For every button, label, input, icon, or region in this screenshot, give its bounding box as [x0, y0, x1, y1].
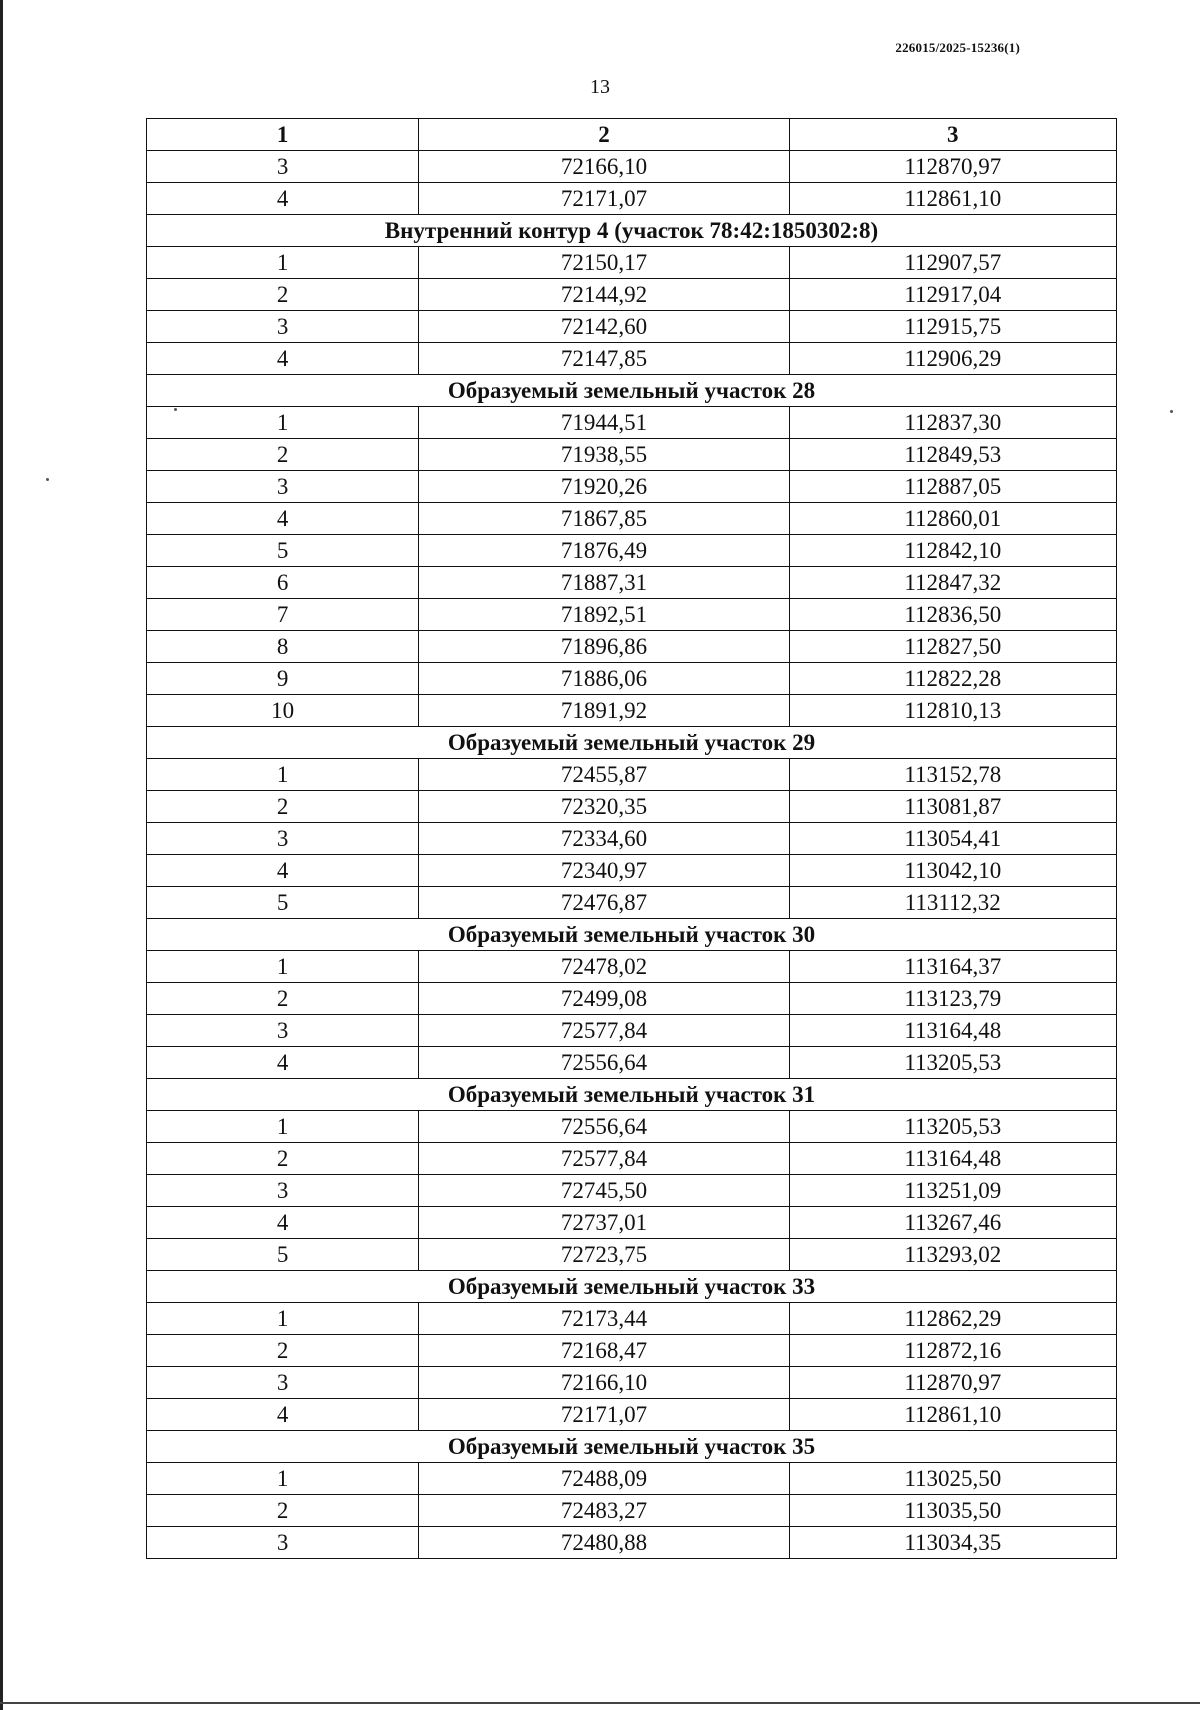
page-number: 13 — [590, 76, 610, 98]
table-row — [147, 1527, 1117, 1559]
section-row — [147, 1431, 1117, 1463]
point-number-cell: 3 — [147, 471, 419, 503]
scan-left-edge — [0, 0, 3, 1710]
coordinate-x-cell: 72488,09 — [419, 1463, 789, 1495]
coordinate-x-cell: 71896,86 — [419, 631, 789, 663]
table-row — [147, 279, 1117, 311]
coordinate-x-cell: 72478,02 — [419, 951, 789, 983]
coordinate-y-cell: 112862,29 — [789, 1303, 1116, 1335]
point-number-cell: 8 — [147, 631, 419, 663]
scan-bottom-edge — [0, 1702, 1200, 1704]
point-number-cell: 2 — [147, 791, 419, 823]
section-row — [147, 215, 1117, 247]
coordinate-y-cell: 112907,57 — [789, 247, 1116, 279]
table-row — [147, 503, 1117, 535]
point-number-cell: 2 — [147, 1335, 419, 1367]
scan-speck — [46, 478, 49, 481]
point-number-cell: 5 — [147, 1239, 419, 1271]
point-number-cell: 2 — [147, 279, 419, 311]
point-number-cell: 3 — [147, 311, 419, 343]
coordinate-x-cell: 72144,92 — [419, 279, 789, 311]
table-row — [147, 1303, 1117, 1335]
table-row — [147, 1239, 1117, 1271]
table-row — [147, 1111, 1117, 1143]
point-number-cell: 3 — [147, 1015, 419, 1047]
coordinate-x-cell: 71891,92 — [419, 695, 789, 727]
section-title: Образуемый земельный участок 33 — [147, 1271, 1117, 1303]
table-row — [147, 183, 1117, 215]
coordinate-x-cell: 72476,87 — [419, 887, 789, 919]
coordinate-y-cell: 113152,78 — [789, 759, 1116, 791]
coordinate-y-cell: 113054,41 — [789, 823, 1116, 855]
coordinate-y-cell: 112860,01 — [789, 503, 1116, 535]
table-row — [147, 791, 1117, 823]
point-number-cell: 5 — [147, 535, 419, 567]
coordinate-y-cell: 112847,32 — [789, 567, 1116, 599]
coordinate-y-cell: 112870,97 — [789, 1367, 1116, 1399]
coordinate-x-cell: 72556,64 — [419, 1047, 789, 1079]
point-number-cell: 4 — [147, 503, 419, 535]
coordinates-table — [146, 118, 1117, 1559]
coordinate-y-cell: 113034,35 — [789, 1527, 1116, 1559]
coordinate-y-cell: 113251,09 — [789, 1175, 1116, 1207]
table-row — [147, 1143, 1117, 1175]
point-number-cell: 3 — [147, 1175, 419, 1207]
point-number-cell: 1 — [147, 407, 419, 439]
coordinate-y-cell: 112827,50 — [789, 631, 1116, 663]
coordinate-y-cell: 113267,46 — [789, 1207, 1116, 1239]
coordinate-y-cell: 113164,48 — [789, 1015, 1116, 1047]
coordinate-x-cell: 71887,31 — [419, 567, 789, 599]
table-row — [147, 1047, 1117, 1079]
section-title: Образуемый земельный участок 30 — [147, 919, 1117, 951]
coordinate-x-cell: 72171,07 — [419, 183, 789, 215]
coordinate-y-cell: 112842,10 — [789, 535, 1116, 567]
coordinate-x-cell: 72737,01 — [419, 1207, 789, 1239]
coordinate-y-cell: 113042,10 — [789, 855, 1116, 887]
coordinate-y-cell: 113035,50 — [789, 1495, 1116, 1527]
point-number-cell: 3 — [147, 823, 419, 855]
point-number-cell: 7 — [147, 599, 419, 631]
table-row — [147, 439, 1117, 471]
section-title: Образуемый земельный участок 35 — [147, 1431, 1117, 1463]
table-row — [147, 983, 1117, 1015]
point-number-cell: 3 — [147, 1367, 419, 1399]
section-row — [147, 375, 1117, 407]
coordinate-y-cell: 113025,50 — [789, 1463, 1116, 1495]
point-number-cell: 2 — [147, 983, 419, 1015]
section-title: Образуемый земельный участок 29 — [147, 727, 1117, 759]
coordinate-x-cell: 72556,64 — [419, 1111, 789, 1143]
coordinate-x-cell: 72483,27 — [419, 1495, 789, 1527]
table-row — [147, 631, 1117, 663]
point-number-cell: 1 — [147, 1463, 419, 1495]
table-row — [147, 535, 1117, 567]
coordinate-y-cell: 112915,75 — [789, 311, 1116, 343]
coordinate-x-cell: 72168,47 — [419, 1335, 789, 1367]
table-row — [147, 1015, 1117, 1047]
coordinate-y-cell: 112861,10 — [789, 183, 1116, 215]
table-row — [147, 855, 1117, 887]
table-header-row — [147, 119, 1117, 151]
coordinate-y-cell: 113081,87 — [789, 791, 1116, 823]
coordinate-x-cell: 71920,26 — [419, 471, 789, 503]
coordinate-y-cell: 113205,53 — [789, 1111, 1116, 1143]
coordinate-y-cell: 112822,28 — [789, 663, 1116, 695]
point-number-cell: 2 — [147, 1143, 419, 1175]
coordinate-y-cell: 113112,32 — [789, 887, 1116, 919]
coordinate-y-cell: 113164,48 — [789, 1143, 1116, 1175]
coordinate-x-cell: 72577,84 — [419, 1143, 789, 1175]
coordinate-y-cell: 112836,50 — [789, 599, 1116, 631]
point-number-cell: 4 — [147, 1047, 419, 1079]
coordinate-x-cell: 71886,06 — [419, 663, 789, 695]
table-row — [147, 1175, 1117, 1207]
coordinate-x-cell: 72166,10 — [419, 151, 789, 183]
section-row — [147, 1271, 1117, 1303]
point-number-cell: 3 — [147, 151, 419, 183]
coordinate-y-cell: 113164,37 — [789, 951, 1116, 983]
point-number-cell: 10 — [147, 695, 419, 727]
coordinate-y-cell: 112917,04 — [789, 279, 1116, 311]
coordinate-x-cell: 72142,60 — [419, 311, 789, 343]
scan-speck — [1170, 410, 1173, 413]
table-row — [147, 887, 1117, 919]
table-row — [147, 759, 1117, 791]
table-row — [147, 343, 1117, 375]
coordinate-x-cell: 72171,07 — [419, 1399, 789, 1431]
section-title: Образуемый земельный участок 28 — [147, 375, 1117, 407]
document-number: 226015/2025-15236(1) — [895, 40, 1020, 55]
point-number-cell: 5 — [147, 887, 419, 919]
table-row — [147, 1335, 1117, 1367]
point-number-cell: 3 — [147, 1527, 419, 1559]
table-row — [147, 599, 1117, 631]
section-row — [147, 919, 1117, 951]
point-number-cell: 6 — [147, 567, 419, 599]
coordinate-y-cell: 112887,05 — [789, 471, 1116, 503]
column-header-2: 2 — [419, 119, 789, 151]
coordinate-x-cell: 72455,87 — [419, 759, 789, 791]
coordinate-y-cell: 113123,79 — [789, 983, 1116, 1015]
coordinate-x-cell: 72147,85 — [419, 343, 789, 375]
table-row — [147, 247, 1117, 279]
table-row — [147, 1399, 1117, 1431]
coordinate-x-cell: 72150,17 — [419, 247, 789, 279]
point-number-cell: 9 — [147, 663, 419, 695]
coordinate-x-cell: 72166,10 — [419, 1367, 789, 1399]
column-header-3: 3 — [789, 119, 1116, 151]
table-row — [147, 567, 1117, 599]
coordinate-x-cell: 72173,44 — [419, 1303, 789, 1335]
coordinate-x-cell: 72499,08 — [419, 983, 789, 1015]
point-number-cell: 1 — [147, 1303, 419, 1335]
point-number-cell: 1 — [147, 1111, 419, 1143]
table-row — [147, 951, 1117, 983]
table-body — [147, 151, 1117, 1559]
table-row — [147, 1207, 1117, 1239]
table-row — [147, 1463, 1117, 1495]
table-row — [147, 151, 1117, 183]
point-number-cell: 4 — [147, 1207, 419, 1239]
coordinate-x-cell: 71938,55 — [419, 439, 789, 471]
coordinate-x-cell: 72723,75 — [419, 1239, 789, 1271]
coordinate-x-cell: 72334,60 — [419, 823, 789, 855]
coordinate-x-cell: 72480,88 — [419, 1527, 789, 1559]
coordinate-y-cell: 112872,16 — [789, 1335, 1116, 1367]
coordinate-y-cell: 112861,10 — [789, 1399, 1116, 1431]
point-number-cell: 1 — [147, 759, 419, 791]
coordinate-x-cell: 72320,35 — [419, 791, 789, 823]
section-row — [147, 1079, 1117, 1111]
coordinate-y-cell: 113293,02 — [789, 1239, 1116, 1271]
table-row — [147, 471, 1117, 503]
table-row — [147, 1495, 1117, 1527]
point-number-cell: 1 — [147, 247, 419, 279]
section-title: Образуемый земельный участок 31 — [147, 1079, 1117, 1111]
coordinate-y-cell: 113205,53 — [789, 1047, 1116, 1079]
coordinate-y-cell: 112810,13 — [789, 695, 1116, 727]
coordinate-y-cell: 112849,53 — [789, 439, 1116, 471]
table-row — [147, 823, 1117, 855]
table-row — [147, 1367, 1117, 1399]
coordinate-y-cell: 112837,30 — [789, 407, 1116, 439]
coordinate-x-cell: 72745,50 — [419, 1175, 789, 1207]
point-number-cell: 2 — [147, 1495, 419, 1527]
coordinate-x-cell: 72577,84 — [419, 1015, 789, 1047]
point-number-cell: 2 — [147, 439, 419, 471]
point-number-cell: 4 — [147, 183, 419, 215]
point-number-cell: 1 — [147, 951, 419, 983]
coordinate-x-cell: 71867,85 — [419, 503, 789, 535]
point-number-cell: 4 — [147, 1399, 419, 1431]
column-header-1: 1 — [147, 119, 419, 151]
coordinate-y-cell: 112906,29 — [789, 343, 1116, 375]
section-row — [147, 727, 1117, 759]
point-number-cell: 4 — [147, 855, 419, 887]
section-title: Внутренний контур 4 (участок 78:42:1850302:8) — [147, 215, 1117, 247]
table-row — [147, 311, 1117, 343]
coordinate-x-cell: 72340,97 — [419, 855, 789, 887]
coordinate-x-cell: 71944,51 — [419, 407, 789, 439]
point-number-cell: 4 — [147, 343, 419, 375]
coordinate-y-cell: 112870,97 — [789, 151, 1116, 183]
table-row — [147, 407, 1117, 439]
coordinate-x-cell: 71876,49 — [419, 535, 789, 567]
table-row — [147, 695, 1117, 727]
coordinate-x-cell: 71892,51 — [419, 599, 789, 631]
table-row — [147, 663, 1117, 695]
